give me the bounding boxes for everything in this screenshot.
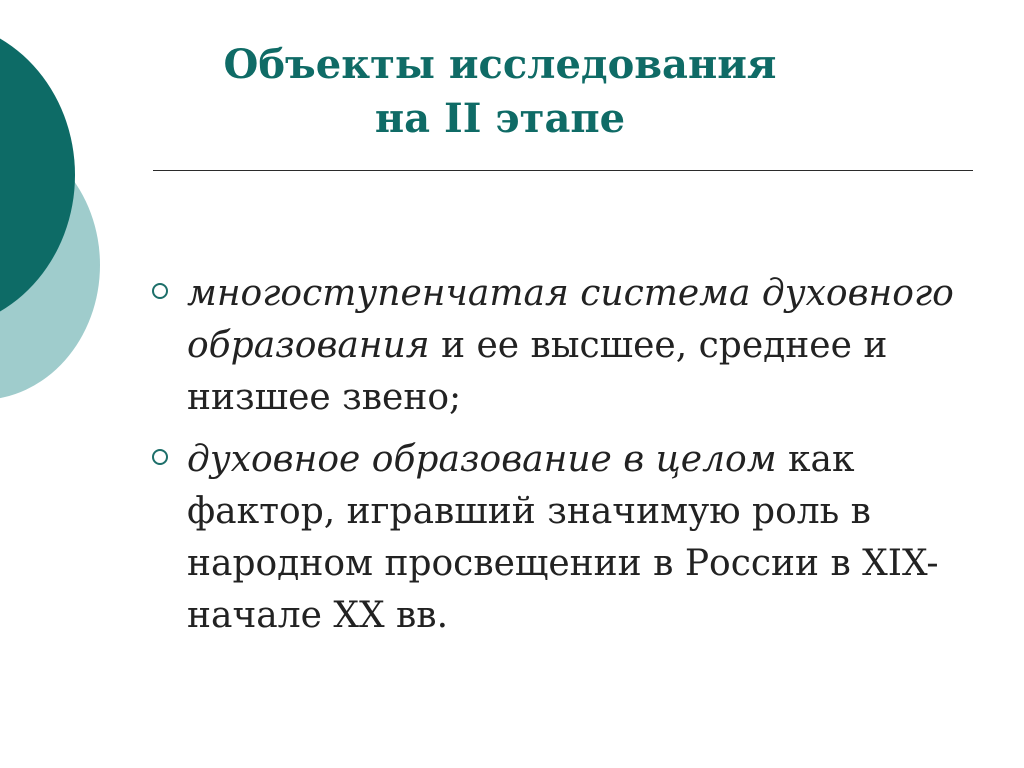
bullet-italic-text: многоступенчатая система духовного образования bbox=[187, 273, 954, 366]
slide-body bbox=[150, 268, 1000, 652]
bullet-item bbox=[150, 268, 1000, 424]
bullet-text: как фактор, игравший значимую роль в народном просвещении в России в XIX-начале XX вв. bbox=[187, 439, 939, 636]
slide-title-line-1: Объекты исследования bbox=[223, 41, 777, 88]
bullet-item bbox=[150, 434, 1000, 642]
bullet-text: и ее высшее, среднее и низшее звено; bbox=[187, 325, 888, 418]
slide-title-line-2: на II этапе bbox=[374, 95, 626, 142]
bullet-italic-text: духовное образование в целом bbox=[187, 439, 777, 480]
title-divider bbox=[153, 170, 973, 171]
hollow-circle-bullet-icon bbox=[152, 283, 168, 299]
hollow-circle-bullet-icon bbox=[152, 449, 168, 465]
slide-title bbox=[150, 38, 850, 146]
